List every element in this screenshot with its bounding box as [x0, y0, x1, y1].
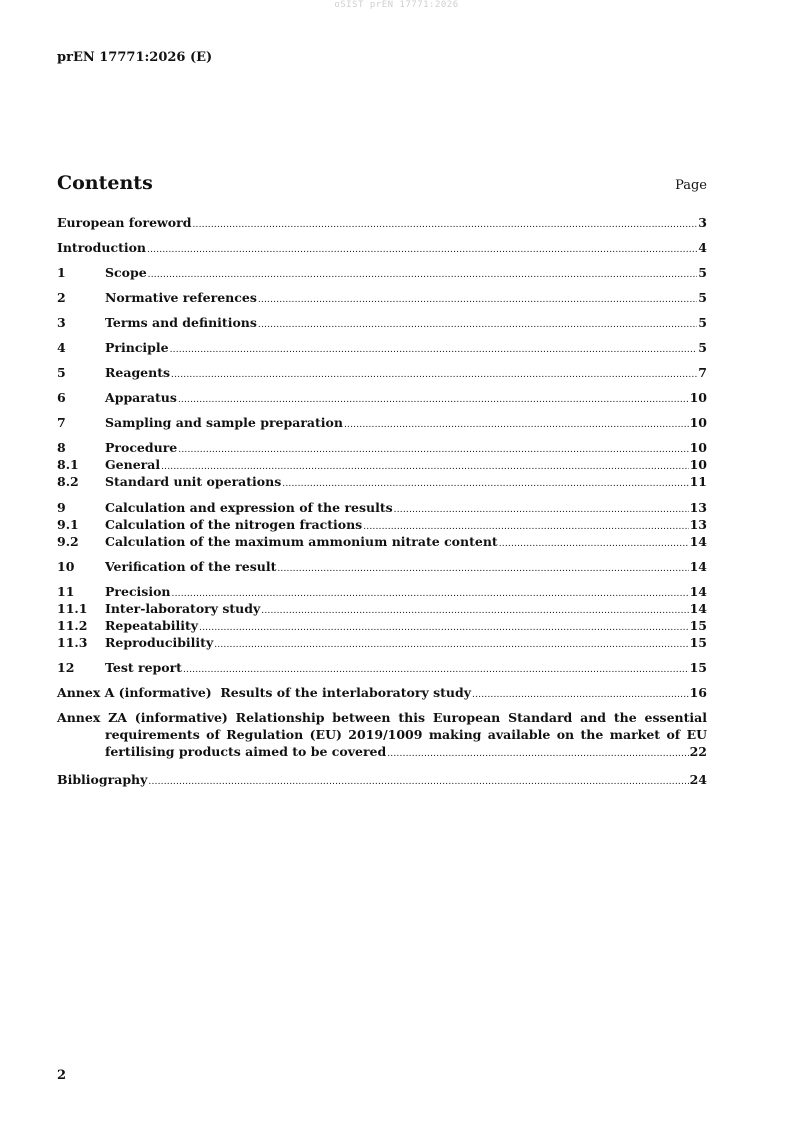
toc-entry-number: 11.1 — [57, 601, 88, 616]
toc-entry[interactable] — [57, 439, 707, 456]
toc-entry-page: 5 — [698, 290, 707, 305]
toc-entry-title: Apparatus — [105, 390, 177, 405]
document-id: prEN 17771:2026 (E) — [57, 50, 213, 65]
page-column-label: Page — [675, 178, 707, 193]
toc-entry-page: 15 — [689, 618, 707, 633]
toc-entry-page: 22 — [689, 744, 707, 759]
toc-entry-page: 15 — [689, 660, 707, 675]
watermark: oSIST prEN 17771:2026 — [334, 0, 459, 10]
toc-entry[interactable] — [57, 214, 707, 231]
toc-entry-title: Annex ZA (informative) Relationship between this European Standard and the essential — [57, 710, 707, 725]
toc-entry[interactable] — [57, 583, 707, 600]
toc-entry-title: Normative references — [105, 290, 257, 305]
toc-entry[interactable] — [57, 771, 707, 788]
toc-entry[interactable] — [57, 600, 707, 617]
toc-entry-number: 12 — [57, 660, 75, 675]
toc-entry-page: 14 — [689, 601, 707, 616]
toc-entry-title: Scope — [105, 265, 147, 280]
toc-entry-title: Repeatability — [105, 618, 199, 633]
toc-entry-page: 5 — [698, 340, 707, 355]
toc-entry-page: 4 — [698, 240, 707, 255]
toc-entry-title-line: requirements of Regulation (EU) 2019/1009 making available on the market of EU — [105, 727, 707, 742]
toc-entry[interactable] — [57, 634, 707, 651]
dot-leader — [277, 561, 688, 578]
toc-entry-number: 3 — [57, 315, 66, 330]
toc-entry-number: 8.1 — [57, 457, 79, 472]
toc-entry-page: 10 — [689, 390, 707, 405]
dot-leader — [499, 536, 689, 553]
table-of-contents — [57, 214, 707, 788]
toc-entry-page: 13 — [689, 500, 707, 515]
toc-entry-number: 9.2 — [57, 534, 79, 549]
dot-leader — [148, 774, 688, 791]
toc-entry-annex-za[interactable] — [57, 709, 707, 763]
dot-leader — [170, 342, 698, 359]
toc-entry-page: 11 — [689, 474, 707, 489]
toc-entry[interactable] — [57, 516, 707, 533]
dot-leader — [171, 367, 697, 384]
dot-leader — [183, 662, 689, 679]
toc-entry-page: 13 — [689, 517, 707, 532]
toc-entry-title: Calculation and expression of the results — [105, 500, 393, 515]
toc-entry[interactable] — [57, 558, 707, 575]
dot-leader — [199, 620, 689, 637]
toc-entry-page: 5 — [698, 265, 707, 280]
toc-entry-number: 10 — [57, 559, 75, 574]
dot-leader — [178, 392, 689, 409]
dot-leader — [148, 267, 698, 284]
toc-entry-title: Reagents — [105, 365, 171, 380]
toc-entry-title: Procedure — [105, 440, 178, 455]
toc-entry-page: 7 — [698, 365, 707, 380]
dot-leader — [472, 687, 689, 704]
toc-entry-title: Calculation of the nitrogen fractions — [105, 517, 363, 532]
toc-entry-number: 5 — [57, 365, 66, 380]
toc-entry-title: European foreword — [57, 215, 192, 230]
toc-entry-title: Principle — [105, 340, 169, 355]
dot-leader — [258, 292, 697, 309]
toc-entry-number: 7 — [57, 415, 66, 430]
toc-entry-page: 14 — [689, 559, 707, 574]
toc-entry[interactable] — [57, 264, 707, 281]
toc-entry[interactable] — [57, 339, 707, 356]
toc-entry-last-line — [57, 743, 707, 763]
toc-entry-title: General — [105, 457, 161, 472]
dot-leader — [147, 242, 697, 259]
toc-entry[interactable] — [57, 499, 707, 516]
toc-entry-page: 10 — [689, 440, 707, 455]
dot-leader — [387, 746, 688, 763]
toc-entry-number: 8 — [57, 440, 66, 455]
toc-entry-number: 2 — [57, 290, 66, 305]
toc-entry[interactable] — [57, 533, 707, 550]
toc-entry[interactable] — [57, 364, 707, 381]
toc-entry[interactable] — [57, 289, 707, 306]
toc-entry-title: Test report — [105, 660, 182, 675]
dot-leader — [282, 476, 688, 493]
contents-header — [57, 172, 707, 194]
dot-leader — [192, 217, 697, 234]
toc-entry-title-line: fertilising products aimed to be covered — [105, 744, 387, 759]
toc-entry-page: 10 — [689, 457, 707, 472]
toc-entry-page: 16 — [689, 685, 707, 700]
toc-entry[interactable] — [57, 414, 707, 431]
dot-leader — [394, 502, 689, 519]
dot-leader — [214, 637, 688, 654]
toc-entry[interactable] — [57, 473, 707, 490]
toc-entry-number: 1 — [57, 265, 66, 280]
dot-leader — [261, 603, 688, 620]
toc-entry-title: Bibliography — [57, 772, 148, 787]
toc-entry-title: Introduction — [57, 240, 147, 255]
toc-entry-title: Verification of the result — [105, 559, 277, 574]
toc-entry-number: 8.2 — [57, 474, 79, 489]
toc-entry-page: 15 — [689, 635, 707, 650]
toc-entry-title: Reproducibility — [105, 635, 214, 650]
toc-entry[interactable] — [57, 314, 707, 331]
toc-entry-page: 14 — [689, 534, 707, 549]
toc-entry-page: 3 — [698, 215, 707, 230]
toc-entry-page: 10 — [689, 415, 707, 430]
toc-entry-title: Calculation of the maximum ammonium nitrate content — [105, 534, 498, 549]
toc-entry-number: 11.3 — [57, 635, 88, 650]
toc-entry-title: Inter-laboratory study — [105, 601, 261, 616]
toc-entry[interactable] — [57, 659, 707, 676]
toc-entry-title: Precision — [105, 584, 171, 599]
toc-entry-number: 9 — [57, 500, 66, 515]
toc-entry-number: 11 — [57, 584, 75, 599]
toc-entry-title: Sampling and sample preparation — [105, 415, 343, 430]
dot-leader — [258, 317, 697, 334]
toc-entry-number: 11.2 — [57, 618, 88, 633]
toc-entry-title: Annex A (informative) Results of the interlaboratory study — [57, 685, 472, 700]
dot-leader — [178, 442, 688, 459]
toc-entry-title: Standard unit operations — [105, 474, 282, 489]
contents-title: Contents — [57, 172, 153, 194]
toc-entry[interactable] — [57, 239, 707, 256]
toc-entry[interactable] — [57, 617, 707, 634]
toc-entry-number: 6 — [57, 390, 66, 405]
toc-entry[interactable] — [57, 456, 707, 473]
page-number: 2 — [57, 1068, 67, 1083]
toc-entry[interactable] — [57, 389, 707, 406]
toc-entry-page: 5 — [698, 315, 707, 330]
toc-entry-number: 4 — [57, 340, 66, 355]
dot-leader — [344, 417, 689, 434]
toc-entry-page: 14 — [689, 584, 707, 599]
toc-entry-title: Terms and definitions — [105, 315, 257, 330]
toc-entry-page: 24 — [689, 772, 707, 787]
toc-entry-annex-a[interactable] — [57, 684, 707, 701]
toc-entry-number: 9.1 — [57, 517, 79, 532]
